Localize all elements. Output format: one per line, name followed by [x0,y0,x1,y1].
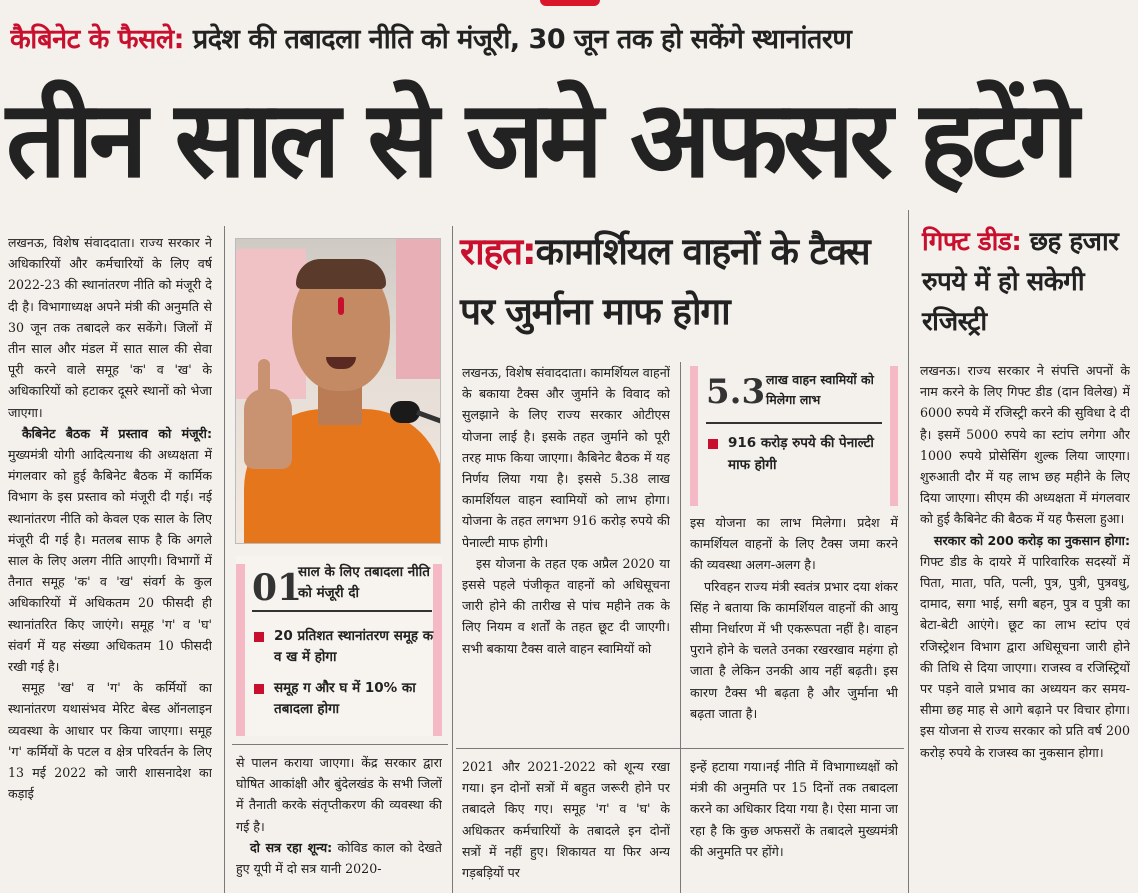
story2-column-b [690,512,898,744]
bullet-square-icon [254,632,264,642]
story1-para1: लखनऊ, विशेष संवाददाता। राज्य सरकार ने अधिकारियों और कर्मचारियों के लिए वर्ष 2022-23 की स्थानांतरण नीति को मंजूरी दे दी है। विभागाध्यक्ष अपने मंत्री की अनुमति से 30 जून तक तबादले कर सकेंगे। जिलों में तीन साल और मंडल में सात साल की सेवा पूरी करने वाले समूह 'क' व 'ख' के अधिकारियों को हटाकर दूसरे स्थानों को भेजा जाएगा। [8,235,212,420]
infobox1-number: 01 [252,567,303,609]
infobox-transfer-policy [236,556,442,736]
story1-para3: समूह 'ख' व 'ग' के कर्मियों का स्थानांतरण यथासंभव मेरिट बेस्ड ऑनलाइन व्यवस्था के आधार पर किया जाएगा। समूह 'ग' कर्मियों के पटल व क्षेत्र परिवर्तन के लिए 13 मई 2022 को जारी शासनादेश का कड़ाई [8,680,212,802]
bullet-square-icon [708,439,718,449]
story1-para7: इन्हें हटाया गया।नई नीति में विभागाध्यक्षों को मंत्री की अनुमति पर 15 दिनों तक तबादला करने का अधिकार दिया गया है। ऐसा माना जा रहा है कि कुछ अफसरों के तबादले मुख्यमंत्री की अनुमति पर होंगे। [690,759,898,859]
story1-para5: कोविड काल को देखते हुए यूपी में दो सत्र यानी 2020- [236,839,442,877]
story1-column2 [236,752,442,890]
story1-subhead2: दो सत्र रहा शून्य: [250,839,333,855]
column-rule-4 [908,210,909,893]
kicker-text: प्रदेश की तबादला नीति को मंजूरी, 30 जून तक हो सकेंगे स्थानांतरण [183,24,852,55]
story2-title: कामर्शियल वाहनों के टैक्स पर जुर्माना माफ होगा [460,230,870,333]
column-rule-3 [680,362,681,893]
story1-para6: 2021 और 2021-2022 को शून्य रखा गया। इन दोनों सत्रों में बहुत जरूरी होने पर तबादले किए गए। समूह 'ग' व 'घ' के अधिकतर कर्मचारियों के तबादले इन दोनों सत्रों में नहीं हुए। शिकायत या फिर अन्य गड़बड़ियों पर [462,759,670,881]
infobox1-number-label: साल के लिए तबादला नीति को मंजूरी दी [298,564,430,601]
story1-column3 [462,756,670,890]
story1-subhead1: कैबिनेट बैठक में प्रस्ताव को मंजूरी: [22,425,212,441]
photo-bottom-rule [232,744,448,745]
story2-para2: इस योजना के तहत एक अप्रैल 2020 या इससे पहले पंजीकृत वाहनों को अधिसूचना जारी होने की तारीख से पांच महीने तक के लिए नियम व शर्तों के तहत छूट दी जाएगी। सभी बकाया टैक्स वाले वाहन स्वामियों को [462,555,670,656]
infobox2-bullet [708,432,888,476]
story3-para2: गिफ्ट डीड के दायरे में पारिवारिक सदस्यों में पिता, माता, पति, पत्नी, पुत्र, पुत्री, पुत्रवधु, दामाद, सगा भाई, सगी बहन, पुत्र व पुत्री का बेटा-बेटी आएंगे। छूट का लाभ स्टांप एवं रजिस्ट्रेशन विभाग द्वारा अधिसूचना जारी होने की तिथि से दिया जाएगा। राजस्व व रजिस्ट्रियों पर पड़ने वाले प्रभाव का अध्ययन कर समय-सीमा छह माह से आगे बढ़ाने पर विचार होगा। इस योजना से राज्य सरकार को प्रति वर्ष 200 करोड़ रुपये के राजस्व का नुकसान होगा। [920,553,1130,760]
story1-para4: से पालन कराया जाएगा। केंद्र सरकार द्वारा घोषित आकांक्षी और बुंदेलखंड के सभी जिलों में तैनाती करके संतृप्तीकरण की व्यवस्था की गई है। [236,755,442,834]
story3-title: छह हजार रुपये में हो सकेगी रजिस्ट्री [922,227,1119,337]
infobox2-number: 5.3 [706,372,766,412]
main-headline: तीन साल से जमे अफसर हटेंगे [6,78,1075,201]
story2-para3: इस योजना का लाभ मिलेगा। प्रदेश में कामर्शियल वाहनों के लिए टैक्स जमा करने की व्यवस्था अलग-अलग है। [690,515,898,573]
story1-column1 [8,232,212,882]
column-rule-2 [452,226,453,893]
infobox2-number-label: लाख वाहन स्वामियों को मिलेगा लाभ [766,372,874,407]
infobox1-bullet1-text: 20 प्रतिशत स्थानांतरण समूह क व ख में होगा [274,628,434,665]
story1-para2: मुख्यमंत्री योगी आदित्यनाथ की अध्यक्षता में मंगलवार को हुई कैबिनेट बैठक में कार्मिक विभाग के इस प्रस्ताव को मंजूरी दी गई। नई स्थानांतरण नीति को केवल एक साल के लिए मंजूरी दी गई है। मतलब साफ है कि अगले साल के लिए अलग नीति आएगी। विभागों में तैनात समूह 'क' व 'ख' संवर्ग के कुल अधिकारियों में अधिकतम 20 फीसदी ही स्थानांतरित किए जाएंगे। समूह 'ग' व 'घ' संवर्ग में यह संख्या अधिकतम 10 फीसदी रखी गई है। [8,447,212,675]
story3-para1: लखनऊ। राज्य सरकार ने संपत्ति अपनों के नाम करने के लिए गिफ्ट डीड (दान विलेख) में 6000 रुपये में रजिस्ट्री करने की सुविधा दे दी है। इसमें 5000 रुपये का स्टांप लगेगा और 1000 रुपये प्रोसेसिंग शुल्क लिया जाएगा। शुरुआती दौर में यह लाभ छह महीने के लिए दिया जाएगा। सीएम की अध्यक्षता में मंगलवार को हुई कैबिनेट की बैठक में यह फैसला हुआ। [920,363,1130,527]
infobox2-bullet-text: 916 करोड़ रुपये की पेनाल्टी माफ होगी [728,435,874,473]
infobox1-bullet1 [254,626,436,668]
infobox1-bullet2 [254,678,436,720]
kicker-line [10,14,1130,66]
top-red-mark [540,0,600,6]
story2-headline [460,222,900,352]
story2-bottom-rule [456,748,904,749]
kicker-label: कैबिनेट के फैसले: [10,24,184,55]
story2-column-a [462,362,670,742]
story3-subhead: सरकार को 200 करोड़ का नुकसान होगा: [934,532,1130,548]
infobox-vehicle-owners [690,366,898,506]
bullet-square-icon [254,684,264,694]
story3-label: गिफ्ट डीड: [922,227,1022,257]
microphone-icon [390,401,420,423]
cm-photo [235,238,441,544]
story3-column [920,360,1130,890]
story1-column4 [690,756,898,890]
story3-headline [922,222,1132,352]
story2-para4: परिवहन राज्य मंत्री स्वतंत्र प्रभार दया शंकर सिंह ने बताया कि कामर्शियल वाहनों की आयु सीमा निर्धारण में भी एकरूपता नहीं है। वाहन पुराने होने के चलते उनका रखरखाव महंगा हो जाता है लेकिन उनकी आय नहीं बढ़ती। इस कारण टैक्स भी बढ़ता है और जुर्माना भी बढ़ता जाता है। [690,578,898,721]
infobox1-bullet2-text: समूह ग और घ में 10% का तबादला होगा [274,680,416,717]
story2-para1: लखनऊ, विशेष संवाददाता। कामर्शियल वाहनों के बकाया टैक्स और जुर्माने के विवाद को सुलझाने के लिए राज्य सरकार ओटीएस योजना लाई है। इसके तहत जुर्माने को पूरी तरह माफ किया जाएगा। कैबिनेट बैठक में यह निर्णय लिया गया है। इससे 5.38 लाख कामर्शियल वाहन स्वामियों को लाभ होगा। योजना के तहत लगभग 916 करोड़ रुपये की पेनाल्टी माफ होगी। [462,365,670,550]
story2-label: राहत: [460,230,536,273]
column-rule-1 [224,226,225,893]
